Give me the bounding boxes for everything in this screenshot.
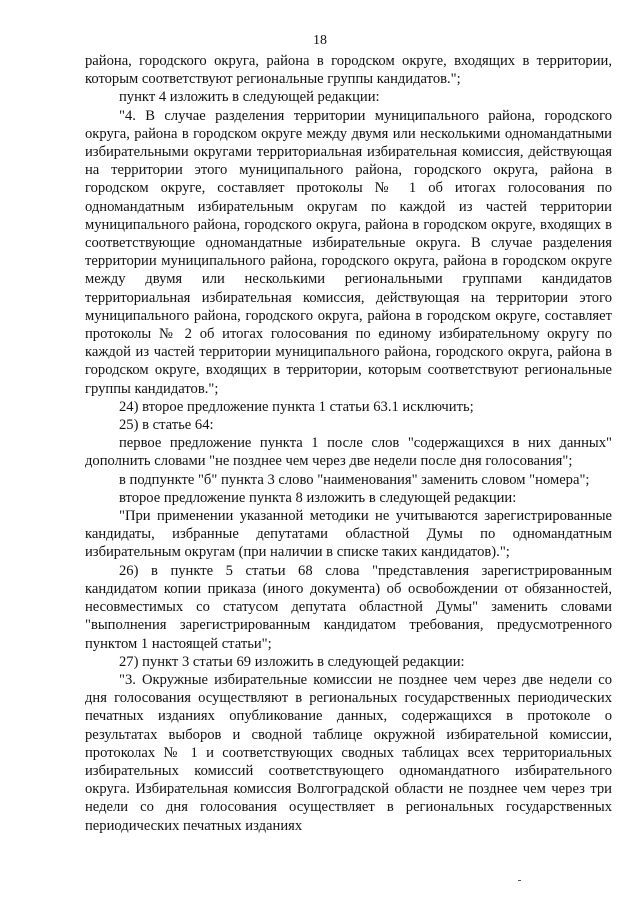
paragraph-item-27: 27) пункт 3 статьи 69 изложить в следующей редакции: [119,653,465,670]
page-number: 18 [313,33,327,48]
paragraph-item-25-point-8-text: "При применении указанной методики не учитываются зарегистрированные кандидаты, избранные депутатами областной Думы по одномандатным избирательным округам (при наличии в списке таких кандидатов)."; [85,508,612,561]
paragraph-item-4-text: "4. В случае разделения территории муниципального района, городского округа, района в городском округе между двумя или несколькими одномандатными избирательными округами территориальная избирательная комиссия, действующая на территории этого муниципального района, городского округа, района в городском округе, составляет протоколы № 1 об итогах голосования по одномандатным избирательным округам по каждой из частей территории муниципального района, городского округа, района в городском округе, входящих в соответствующие одномандатные избирательные округа. В случае разделения территории муниципального района, городского округа, района в городском округе между двумя или несколькими региональными группами кандидатов территориальная избирательная комиссия, действующая на территории этого муниципального района, городского округа, района в городском округе, составляет протоколы № 2 об итогах голосования по единому избирательному округу по каждой из частей территории муниципального района, городского округа, района в городском округе, входящих в территории, которым соответствуют региональные группы кандидатов."; [85,107,612,397]
paragraph-item-25-point-3: в подпункте "б" пункта 3 слово "наименования" заменить словом "номера"; [119,471,590,488]
paragraph-item-25-point-8: второе предложение пункта 8 изложить в следующей редакции: [119,489,517,506]
document-body [85,52,612,835]
paragraph-continuation: района, городского округа, района в городском округе, входящих в территории, которым соответствуют региональные группы кандидатов."; [85,53,612,88]
scan-mark [518,880,521,881]
paragraph-item-4-intro: пункт 4 изложить в следующей редакции: [119,89,380,106]
paragraph-item-27-text: "3. Окружные избирательные комиссии не позднее чем через две недели со дня голосования осуществляют в региональных государственных периодических печатных изданиях опубликование данных, содержащихся в протоколе о результатах выборов и сводной таблице окружной избирательной комиссии, протоколах № 1 и соответствующих сводных таблицах всех территориальных избирательных комиссий соответствующего одномандатного избирательного округа. Избирательная комиссия Волгоградской области не позднее чем через три недели со дня голосования осуществляет в региональных государственных периодических печатных изданиях [85,671,612,834]
paragraph-item-24: 24) второе предложение пункта 1 статьи 63.1 исключить; [119,398,474,415]
paragraph-item-26: 26) в пункте 5 статьи 68 слова "представления зарегистрированным кандидатом копии приказа (иного документа) об освобождении от обязанностей, несовместимых со статусом депутата областной Думы" заменить словами "выполнения зарегистрированным кандидатом требования, предусмотренного пунктом 1 настоящей статьи"; [85,562,612,652]
paragraph-item-25-point-1: первое предложение пункта 1 после слов "содержащихся в них данных" дополнить словами "не позднее чем через две недели после дня голосования"; [85,435,612,470]
paragraph-item-25: 25) в статье 64: [119,417,214,434]
